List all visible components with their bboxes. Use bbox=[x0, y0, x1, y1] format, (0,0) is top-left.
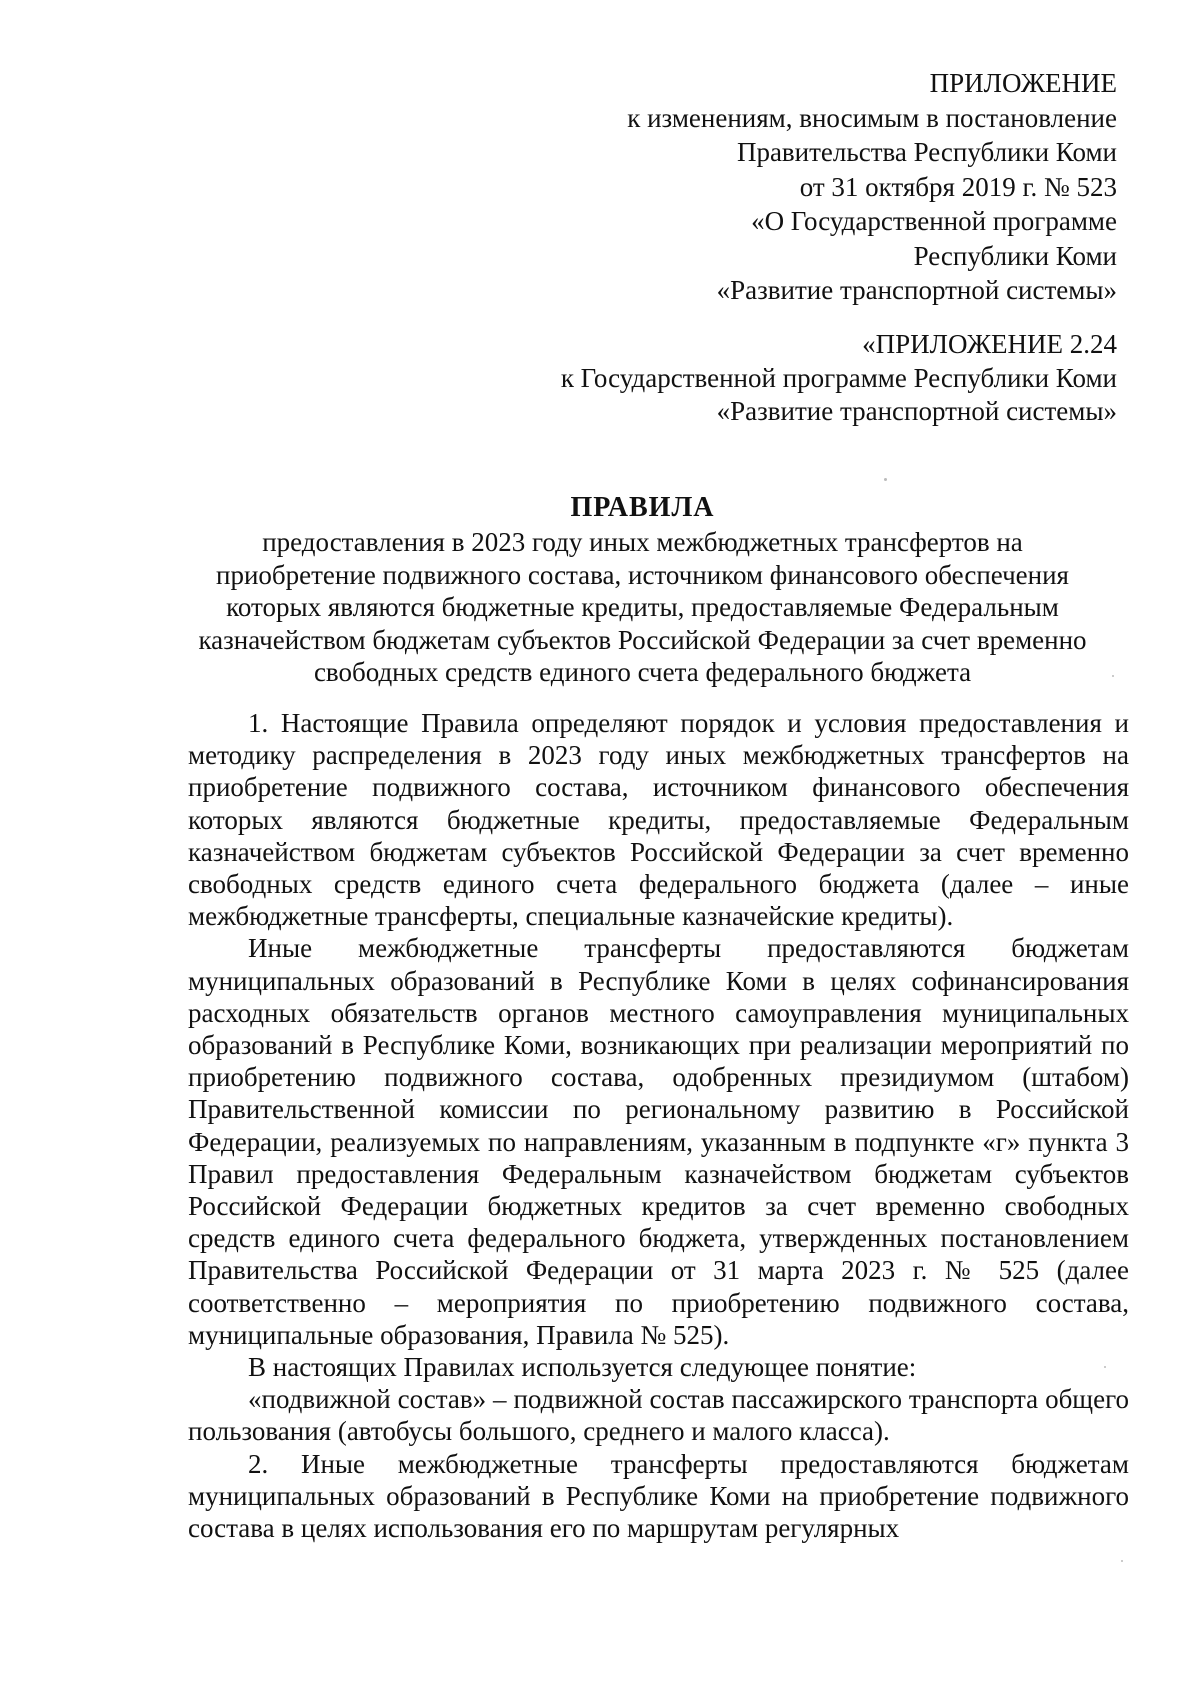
appendix-header-line: к изменениям, вносимым в постановление bbox=[627, 102, 1117, 133]
body-paragraph: «подвижной состав» – подвижной состав пассажирского транспорта общего пользования (автобусы большого, среднего и малого класса). bbox=[188, 1384, 1129, 1447]
appendix-header-line: от 31 октября 2019 г. № 523 bbox=[799, 171, 1117, 202]
appendix-header-line: Республики Коми bbox=[913, 240, 1117, 271]
appendix-header-line: «Развитие транспортной системы» bbox=[716, 275, 1117, 305]
scan-speck bbox=[884, 478, 887, 481]
subtitle-line: предоставления в 2023 году иных межбюджетных трансфертов на bbox=[262, 527, 1023, 557]
subtitle-line: свободных средств единого счета федерального бюджета bbox=[313, 657, 972, 687]
document-title: ПРАВИЛА bbox=[570, 492, 715, 523]
document-subtitle bbox=[170, 526, 1115, 689]
document-body bbox=[188, 707, 1129, 1544]
scan-speck bbox=[1104, 1366, 1106, 1368]
appendix-header-line: ПРИЛОЖЕНИЕ bbox=[929, 68, 1117, 98]
inner-appendix-header-line: «ПРИЛОЖЕНИЕ 2.24 bbox=[862, 329, 1117, 359]
body-paragraph: 2. Иные межбюджетные трансферты предоставляются бюджетам муниципальных образований в Республике Коми на приобретение подвижного состава в целях использования его по маршрутам регулярных bbox=[188, 1448, 1129, 1544]
inner-appendix-header bbox=[417, 328, 1117, 429]
body-paragraph: Иные межбюджетные трансферты предоставляются бюджетам муниципальных образований в Республике Коми в целях софинансирования расходных обязательств органов местного самоуправления муниципальных образований в Республике Коми, возникающих при реализации мероприятий по приобретению подвижного состава, одобренных президиумом (штабом) Правительственной комиссии по региональному развитию в Российской Федерации, реализуемых по направлениям, указанным в подпункте «г» пункта 3 Правил предоставления Федеральным казначейством бюджетам субъектов Российской Федерации бюджетных кредитов за счет временно свободных средств единого счета федерального бюджета, утвержденных постановлением Правительства Российской Федерации от 31 марта 2023 г. № 525 (далее соответственно – мероприятия по приобретению подвижного состава, муниципальные образования, Правила № 525). bbox=[188, 933, 1129, 1350]
inner-appendix-header-line: к Государственной программе Республики Коми bbox=[560, 362, 1117, 393]
subtitle-line: которых являются бюджетные кредиты, предоставляемые Федеральным bbox=[226, 592, 1059, 622]
body-paragraph: В настоящих Правилах используется следующее понятие: bbox=[248, 1352, 917, 1383]
appendix-header bbox=[417, 66, 1117, 308]
appendix-header-line: «О Государственной программе bbox=[751, 206, 1117, 236]
subtitle-line: казначейством бюджетам субъектов Российской Федерации за счет временно bbox=[198, 624, 1087, 655]
scan-speck bbox=[1112, 675, 1114, 677]
body-paragraph: 1. Настоящие Правила определяют порядок и условия предоставления и методику распределения в 2023 году иных межбюджетных трансфертов на приобретение подвижного состава, источником финансового обеспечения которых являются бюджетные кредиты, предоставляемые Федеральным казначейством бюджетам субъектов Российской Федерации за счет временно свободных средств единого счета федерального бюджета (далее – иные межбюджетные трансферты, специальные казначейские кредиты). bbox=[188, 708, 1129, 932]
appendix-header-line: Правительства Республики Коми bbox=[736, 137, 1117, 167]
document-title-block bbox=[170, 490, 1115, 689]
subtitle-line: приобретение подвижного состава, источником финансового обеспечения bbox=[216, 559, 1069, 590]
scan-speck bbox=[1121, 1560, 1123, 1562]
inner-appendix-header-line: «Развитие транспортной системы» bbox=[716, 396, 1117, 426]
